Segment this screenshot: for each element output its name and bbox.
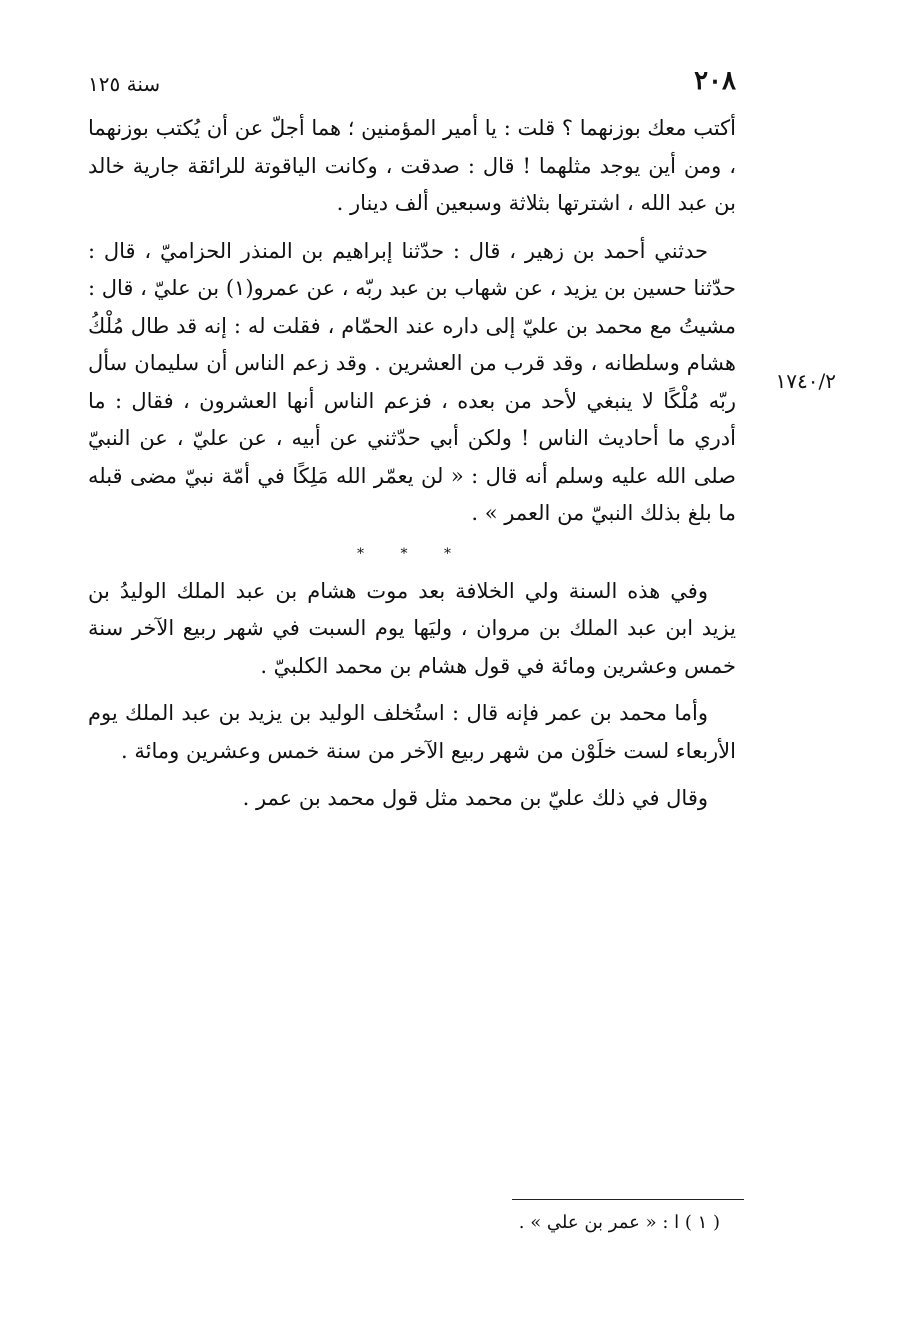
main-text	[88, 110, 736, 818]
paragraph-3: وفي هذه السنة ولي الخلافة بعد موت هشام بن عبد الملك الوليدُ بن يزيد ابن عبد الملك بن مروان ، وليَها يوم السبت في شهر ربيع الآخر سنة خمس وعشرين ومائة في قول هشام بن محمد الكلبيّ .	[88, 578, 736, 678]
section-separator: * * *	[357, 545, 467, 562]
running-head-year: سنة ١٢٥	[88, 72, 161, 96]
page-header	[88, 66, 736, 102]
page-number: ٢٠٨	[694, 66, 736, 96]
margin-reference: ١٧٤٠/٢	[775, 369, 836, 393]
footnote: ( ١ ) ا : « عمر بن علي » .	[518, 1212, 720, 1233]
paragraph-1: أكتب معك بوزنهما ؟ قلت : يا أمير المؤمنين ؛ هما أجلّ عن أن يُكتب بوزنهما ، ومن أين يوجد مثلهما ! قال : صدقت ، وكانت الياقوتة للرائقة جارية خالد بن عبد الله ، اشترتها بثلاثة وسبعين ألف دينار .	[88, 116, 736, 215]
paragraph-2: حدثني أحمد بن زهير ، قال : حدّثنا إبراهيم بن المنذر الحزاميّ ، قال : حدّثنا حسين بن يزيد ، عن شهاب بن عبد ربّه ، عن عمرو(١) بن عليّ ، قال : مشيتُ مع محمد بن عليّ إلى داره عند الحمّام ، فقلت له : إنه قد طال مُلْكُ هشام وسلطانه ، وقد قرب من العشرين . وقد زعم الناس أن سليمان سأل ربّه مُلْكًا لا ينبغي لأحد من بعده ، فزعم الناس أنها العشرون ، فقال : ما أدري ما أحاديث الناس ! ولكن أبي حدّثني عن أبيه ، عن عليّ ، عن النبيّ صلى الله عليه وسلم أنه قال : « لن يعمّر الله مَلِكًا في أمّة نبيّ مضى قبله ما بلغ بذلك النبيّ من العمر » .	[88, 238, 736, 525]
footnote-divider	[512, 1199, 744, 1200]
paragraph-4: وأما محمد بن عمر فإنه قال : استُخلف الوليد بن يزيد بن عبد الملك يوم الأربعاء لست خلَوْن من شهر ربيع الآخر من سنة خمس وعشرين ومائة .	[88, 701, 736, 763]
paragraph-5: وقال في ذلك عليّ بن محمد مثل قول محمد بن عمر .	[242, 786, 708, 810]
